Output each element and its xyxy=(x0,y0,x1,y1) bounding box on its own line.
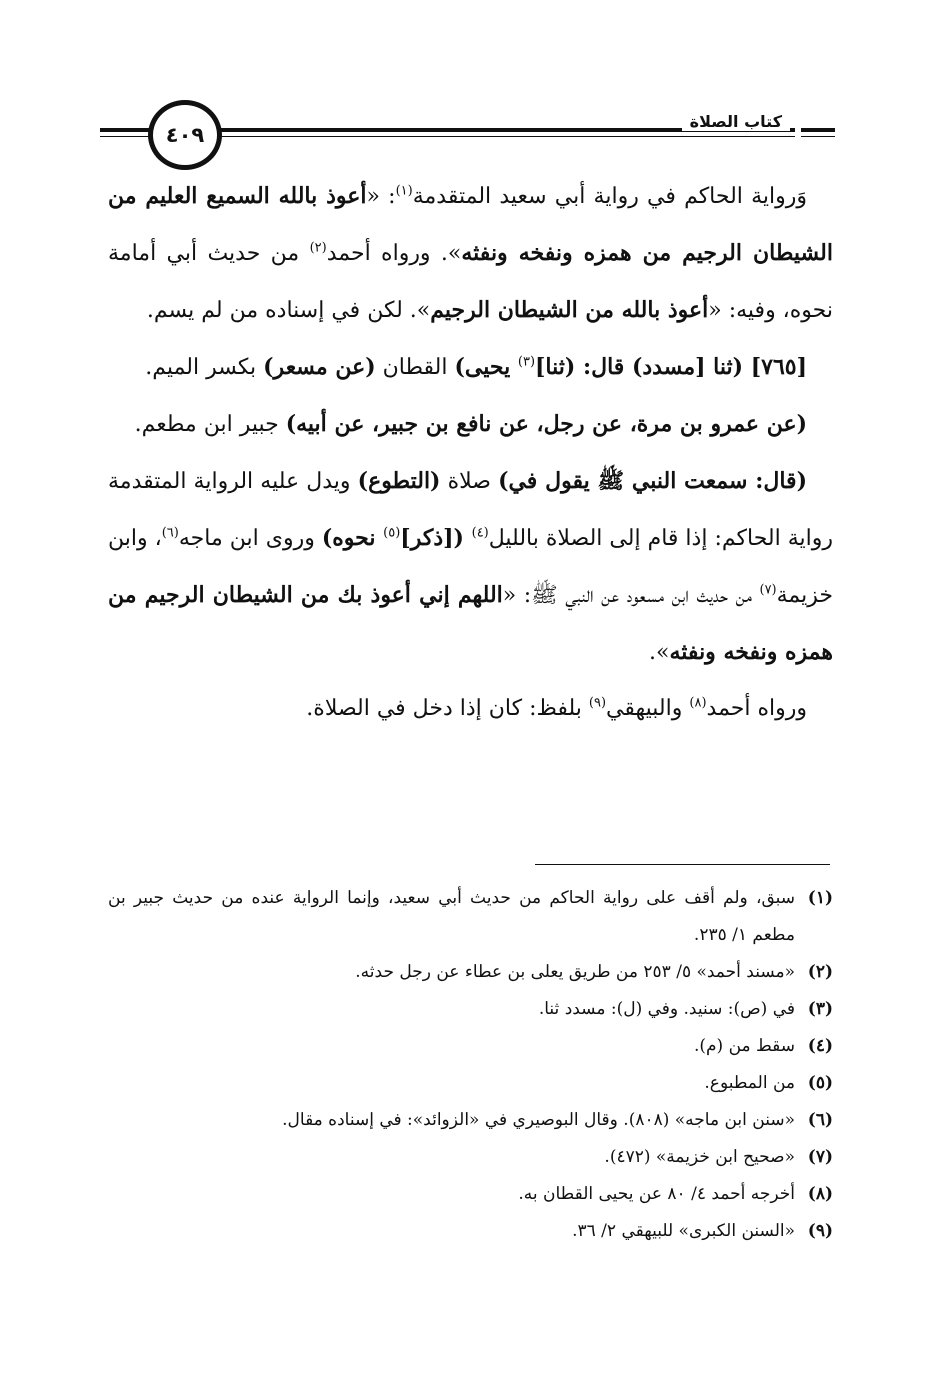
footnote-ref-9: (٩) xyxy=(588,695,607,711)
text: من حديث أبي أمامة نحوه، وفيه: « xyxy=(108,241,833,323)
text: : « xyxy=(366,184,396,209)
footnotes xyxy=(108,880,833,1250)
paragraph-4 xyxy=(108,453,833,681)
footnote-text: «صحيح ابن خزيمة» (٤٧٢). xyxy=(604,1147,795,1167)
footnote-number: (٨) xyxy=(807,1184,833,1204)
text: صلاة xyxy=(440,469,499,494)
footnote-text: سبق، ولم أقف على رواية الحاكم من حديث أبي سعيد، وإنما الرواية عنده من حديث جبير بن مطعم ١/ ٢٣٥. xyxy=(108,888,795,945)
paragraph-2 xyxy=(108,339,833,396)
text: ويدل عليه الرواية المتقدمة رواية الحاكم: إذا قام إلى الصلاة بالليل xyxy=(108,469,833,551)
header-rule-left xyxy=(100,128,150,132)
bold-text: ([ذكر] xyxy=(400,525,472,551)
footnote xyxy=(108,1102,833,1139)
header-rule-left-thin xyxy=(100,136,150,137)
text: ورواه أحمد xyxy=(706,696,807,721)
footnote xyxy=(108,1065,833,1102)
footnote xyxy=(108,1176,833,1213)
text: ». ورواه أحمد xyxy=(326,241,462,266)
paragraph-5 xyxy=(108,681,833,737)
footnote-ref-2: (٢) xyxy=(309,240,327,256)
footnote-number: (٣) xyxy=(807,999,833,1019)
bold-text: نحوه) xyxy=(321,525,384,551)
text: وروى ابن ماجه xyxy=(178,526,322,551)
footnote-number: (٧) xyxy=(807,1147,833,1167)
footnote-number: (٦) xyxy=(807,1110,833,1130)
text: ». xyxy=(649,640,670,665)
footnote xyxy=(108,1028,833,1065)
footnote-ref-6: (٦) xyxy=(161,525,179,541)
footnote-ref-4: (٤) xyxy=(471,525,489,541)
text: القطان xyxy=(375,355,455,380)
footnote-ref-1: (١) xyxy=(395,183,413,199)
text: ». لكن في إسناده من لم يسم. xyxy=(146,298,431,323)
main-text xyxy=(108,168,833,737)
footnote xyxy=(108,991,833,1028)
quote-text: أعوذ بالله السميع العليم من الشيطان الرجيم من همزه ونفخه ونفثه xyxy=(108,183,833,266)
text: من حديث ابن مسعود عن النبي ﷺ: « xyxy=(502,583,760,608)
header-rule-right xyxy=(795,128,835,137)
footnote-text: «مسند أحمد» ٥/ ٢٥٣ من طريق يعلى بن عطاء عن رجل حدثه. xyxy=(355,962,795,982)
footnote xyxy=(108,1139,833,1176)
bold-text: (قال: سمعت النبي ﷺ يقول في) xyxy=(498,468,807,494)
footnote-text: في (ص): سنيد. وفي (ل): مسدد ثنا. xyxy=(538,999,795,1019)
text: ، وابن خزيمة xyxy=(108,526,833,608)
page-number: ٤٠٩ xyxy=(148,100,222,170)
paragraph-1 xyxy=(108,168,833,339)
text: جبير ابن مطعم. xyxy=(134,412,286,437)
footnote-ref-7: (٧) xyxy=(759,582,777,598)
text: وَرواية الحاكم في رواية أبي سعيد المتقدمة xyxy=(412,184,807,209)
footnote-number: (٥) xyxy=(807,1073,833,1093)
footnote-text: سقط من (م). xyxy=(693,1036,795,1056)
hadith-number: [٧٦٥] (ثنا [مسدد) قال: (ثنا] xyxy=(535,354,807,380)
quote-text: أعوذ بالله من الشيطان الرجيم xyxy=(430,297,709,323)
footnote-number: (١) xyxy=(807,888,833,908)
text: بكسر الميم. xyxy=(145,355,264,380)
bold-text: (التطوع) xyxy=(357,468,441,494)
paragraph-3 xyxy=(108,396,833,453)
footnote xyxy=(108,880,833,954)
footnote-number: (٤) xyxy=(807,1036,833,1056)
footnote-separator xyxy=(535,864,830,865)
bold-text: يحيى) xyxy=(454,354,518,380)
footnote-text: «سنن ابن ماجه» (٨٠٨). وقال البوصيري في «الزوائد»: في إسناده مقال. xyxy=(282,1110,795,1130)
page-header xyxy=(100,100,835,170)
isnad-text: (عن عمرو بن مرة، عن رجل، عن نافع بن جبير، عن أبيه) xyxy=(285,411,807,437)
footnote-number: (٢) xyxy=(807,962,833,982)
chapter-title: كتاب الصلاة xyxy=(682,112,790,131)
footnote-text: أخرجه أحمد ٤/ ٨٠ عن يحيى القطان به. xyxy=(518,1184,795,1204)
header-rule-thin xyxy=(210,136,835,137)
footnote-ref-3: (٣) xyxy=(517,354,536,370)
footnote-text: «السنن الكبرى» للبيهقي ٢/ ٣٦. xyxy=(572,1221,795,1241)
bold-text: (عن مسعر) xyxy=(263,354,376,380)
footnote-ref-8: (٨) xyxy=(689,695,707,711)
quote-text: اللهم إني أعوذ بك من الشيطان الرجيم من همزه ونفخه ونفثه xyxy=(108,582,833,665)
footnote xyxy=(108,1213,833,1250)
footnote-number: (٩) xyxy=(807,1221,833,1241)
text: بلفظ: كان إذا دخل في الصلاة. xyxy=(306,696,589,721)
text: والبيهقي xyxy=(606,696,690,721)
footnote-text: من المطبوع. xyxy=(704,1073,795,1093)
footnote xyxy=(108,954,833,991)
footnote-ref-5: (٥) xyxy=(383,525,401,541)
